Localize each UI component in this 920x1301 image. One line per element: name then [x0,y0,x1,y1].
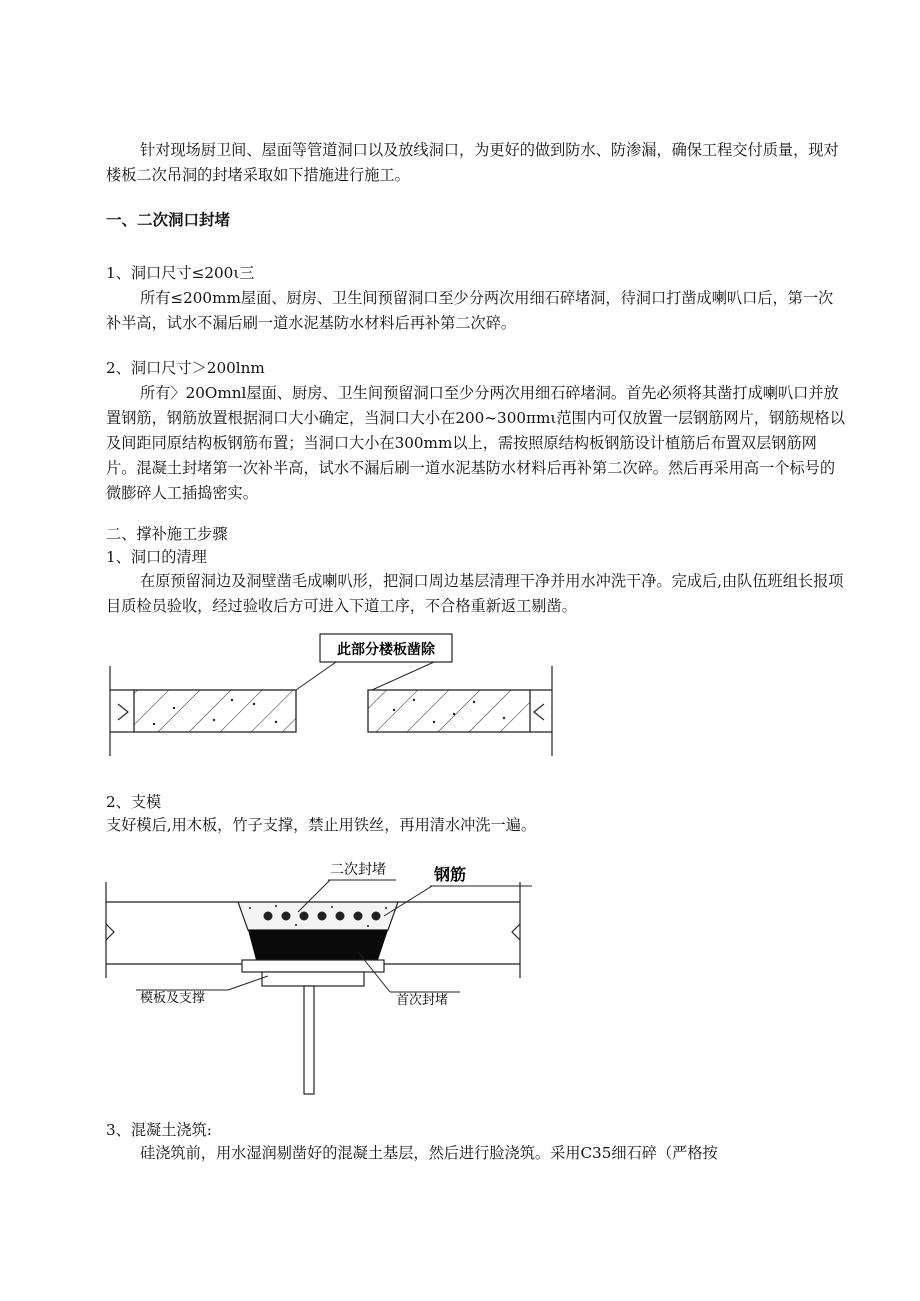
formwork-seal-diagram [100,852,540,1097]
item1-title: 1、洞口尺寸≤200ι三 [106,264,255,282]
step1-title: 1、洞口的清理 [106,548,207,566]
left-slab-section [134,690,296,732]
rebar-label: 钢筋 [434,865,467,884]
second-seal-label: 二次封堵 [330,862,386,878]
first-seal-label: 首次封堵 [396,993,449,1008]
section1-title: 一、二次洞口封堵 [106,211,231,229]
item2-body: 所有〉20Omnl屋面、厨房、卫生间预留洞口至少分两次用细石碎堵洞。首先必须将其凿打成喇叭口并放置钢筋，钢筋放置根据洞口大小确定，当洞口大小在200~300πmι范围内可仅放置一层钢筋网片，钢筋规格以及间距同原结构板钢筋布置；当洞口大小在300mm以上，需按照原结构板钢筋设计植筋后布置双层钢筋网片。混凝土封堵第一次补半高，试水不漏后刷一道水泥基防水材料后再补第二次碎。然后再采用高一个标号的微膨碎人工插捣密实。 [106,384,845,502]
step2-body: 支好模后,用木板，竹子支撑，禁止用铁丝，再用清水冲洗一遍。 [106,816,537,834]
slab-demolition-diagram [104,630,574,760]
step3-title: 3、混凝土浇筑: [106,1121,212,1139]
step1-body: 在原预留洞边及洞壁凿毛成喇叭形，把洞口周边基层清理干净并用水冲洗干净。完成后,由队伍班组长报项目质检员验收，经过验收后方可进入下道工序，不合格重新返工剔凿。 [106,572,844,615]
formwork-label: 模板及支撑 [140,991,206,1006]
step2-title: 2、支模 [106,793,162,811]
support-post [304,986,314,1094]
step3-body: 硅浇筑前，用水湿润剔凿好的混凝土基层，然后进行脸浇筑。采用C35细石碎（严格按 [140,1144,718,1162]
demolition-label: 此部分楼板凿除 [337,642,435,658]
item1-body: 所有≤200mm屋面、厨房、卫生间预留洞口至少分两次用细石碎堵洞，待洞口打凿成喇叭口后，第一次补半高，试水不漏后刷一道水泥基防水材料后再补第二次碎。 [106,289,834,332]
right-slab-section [368,690,530,732]
item2-title: 2、洞口尺寸＞200lnm [106,359,265,377]
intro-paragraph: 针对现场厨卫间、屋面等管道洞口以及放线洞口，为更好的做到防水、防渗漏，确保工程交付质量，现对楼板二次吊洞的封堵采取如下措施进行施工。 [106,141,839,184]
first-seal-layer [248,930,388,960]
section2-title: 二、撑补施工步骤 [106,525,228,543]
formwork-board [242,960,384,972]
